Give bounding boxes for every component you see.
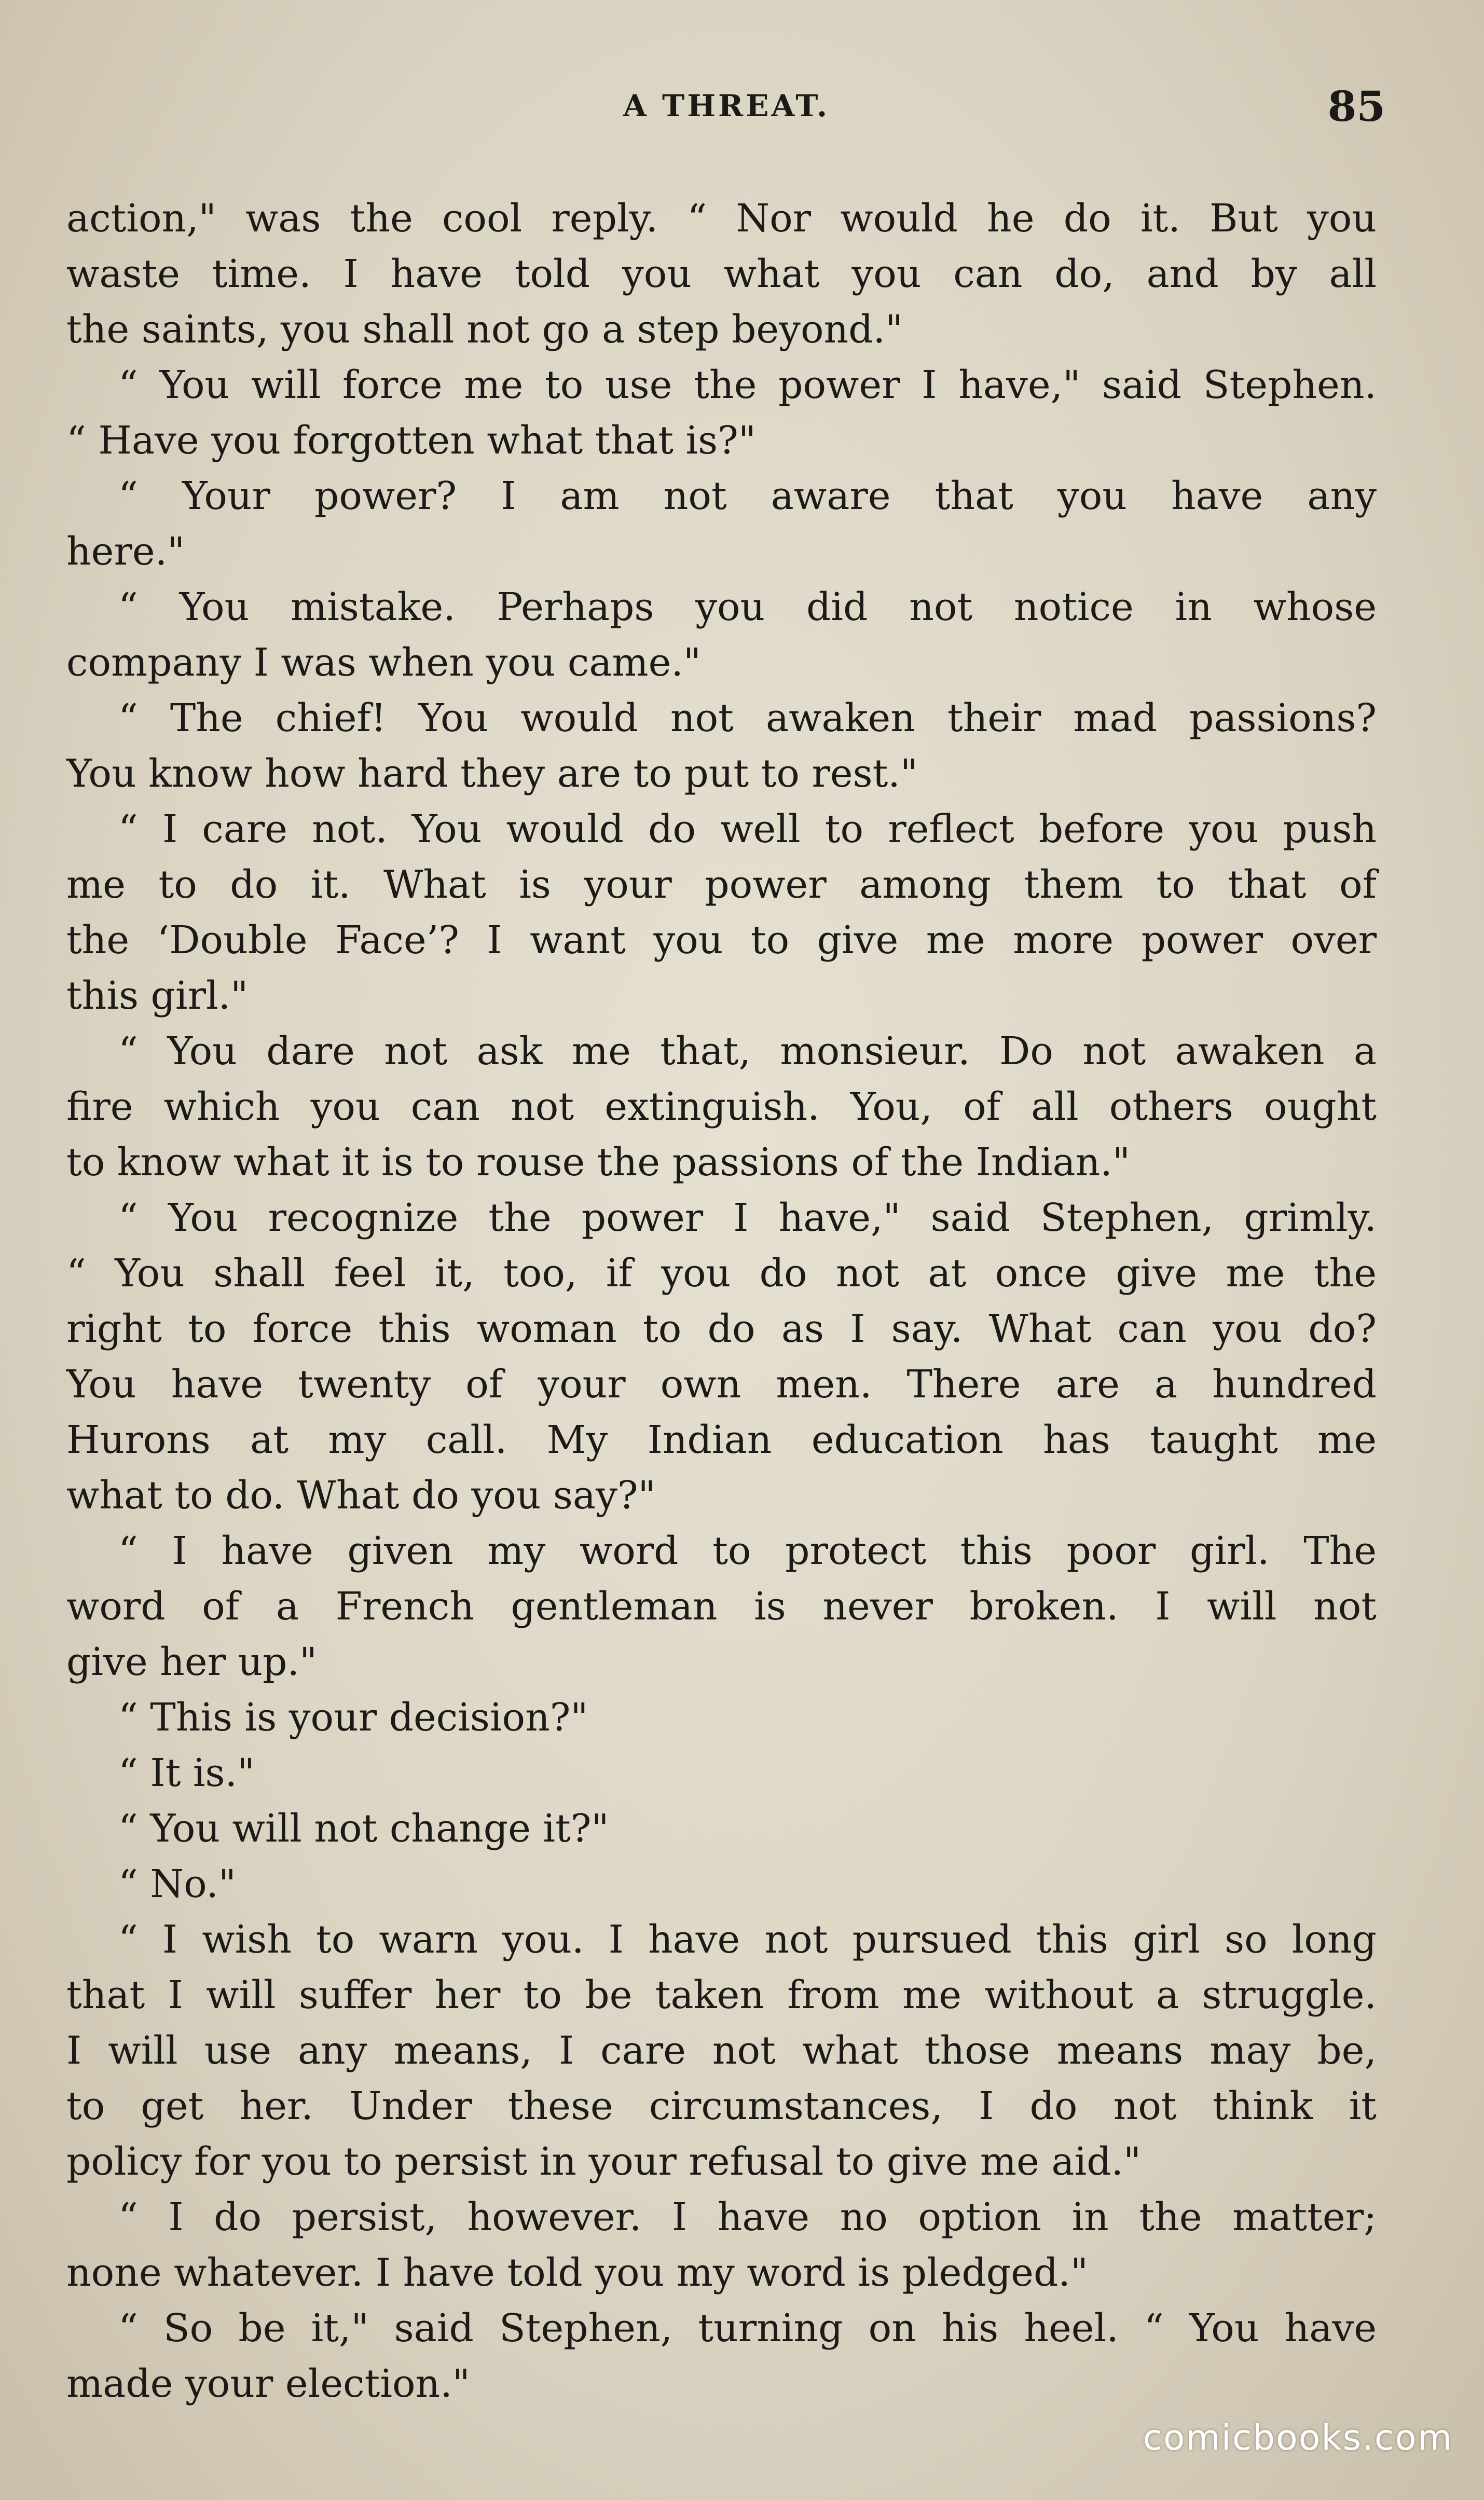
text-line: made your election." <box>66 2361 470 2406</box>
text-line: here." <box>66 529 185 574</box>
text-line: to get her. Under these circumstances, I do not think it <box>66 2084 1377 2128</box>
body-text <box>66 191 1377 2412</box>
text-line: “ You will force me to use the power I have," said Stephen. <box>118 363 1377 407</box>
text-line: “ So be it," said Stephen, turning on his heel. “ You have <box>118 2306 1377 2351</box>
text-line: me to do it. What is your power among them to that of <box>66 862 1377 907</box>
text-line: word of a French gentleman is never broken. I will not <box>66 1584 1377 1629</box>
text-line: Hurons at my call. My Indian education has taught me <box>66 1418 1377 1462</box>
text-line: action," was the cool reply. “ Nor would he do it. But you <box>66 196 1377 241</box>
running-head <box>67 82 1385 145</box>
watermark: comicbooks.com <box>1143 2417 1453 2458</box>
page-number: 85 <box>1327 82 1385 131</box>
text-line: “ Your power? I am not aware that you have any <box>118 474 1377 518</box>
text-line: “ Have you forgotten what that is?" <box>66 418 756 463</box>
text-line: “ I have given my word to protect this poor girl. The <box>118 1529 1377 1573</box>
text-line: company I was when you came." <box>66 640 701 685</box>
text-line: You know how hard they are to put to rest." <box>66 751 918 796</box>
text-line: none whatever. I have told you my word is pledged." <box>66 2250 1088 2295</box>
text-line: “ You dare not ask me that, monsieur. Do not awaken a <box>118 1029 1377 1074</box>
text-line: what to do. What do you say?" <box>66 1473 656 1518</box>
text-line: give her up." <box>66 1640 318 1684</box>
chapter-running-title: A THREAT. <box>623 88 830 123</box>
text-line: right to force this woman to do as I say. What can you do? <box>66 1307 1377 1351</box>
text-line: “ You mistake. Perhaps you did not notice in whose <box>118 585 1377 629</box>
text-line: that I will suffer her to be taken from me without a struggle. <box>66 1973 1377 2017</box>
text-line: to know what it is to rouse the passions of the Indian." <box>66 1140 1130 1185</box>
text-line: “ You recognize the power I have," said Stephen, grimly. <box>118 1196 1377 1240</box>
text-line: “ It is." <box>118 1751 255 1795</box>
text-line: policy for you to persist in your refusal to give me aid." <box>66 2139 1142 2184</box>
text-line: “ You will not change it?" <box>118 1806 609 1851</box>
text-line: fire which you can not extinguish. You, of all others ought <box>66 1084 1377 1129</box>
text-line: this girl." <box>66 973 249 1018</box>
text-line: “ No." <box>118 1862 236 1906</box>
text-line: You have twenty of your own men. There are a hundred <box>66 1362 1377 1407</box>
text-line: “ I care not. You would do well to reflect before you push <box>118 807 1377 851</box>
text-line: “ The chief! You would not awaken their mad passions? <box>118 696 1377 740</box>
text-line: the saints, you shall not go a step beyond." <box>66 307 903 352</box>
text-line: the ‘Double Face’? I want you to give me more power over <box>66 918 1377 963</box>
text-line: “ You shall feel it, too, if you do not at once give me the <box>66 1251 1377 1296</box>
text-line: waste time. I have told you what you can do, and by all <box>66 252 1377 296</box>
text-line: “ I do persist, however. I have no option in the matter; <box>118 2195 1377 2240</box>
text-line: “ This is your decision?" <box>118 1695 588 1740</box>
text-line: I will use any means, I care not what those means may be, <box>66 2028 1377 2073</box>
text-line: “ I wish to warn you. I have not pursued this girl so long <box>118 1917 1377 1962</box>
